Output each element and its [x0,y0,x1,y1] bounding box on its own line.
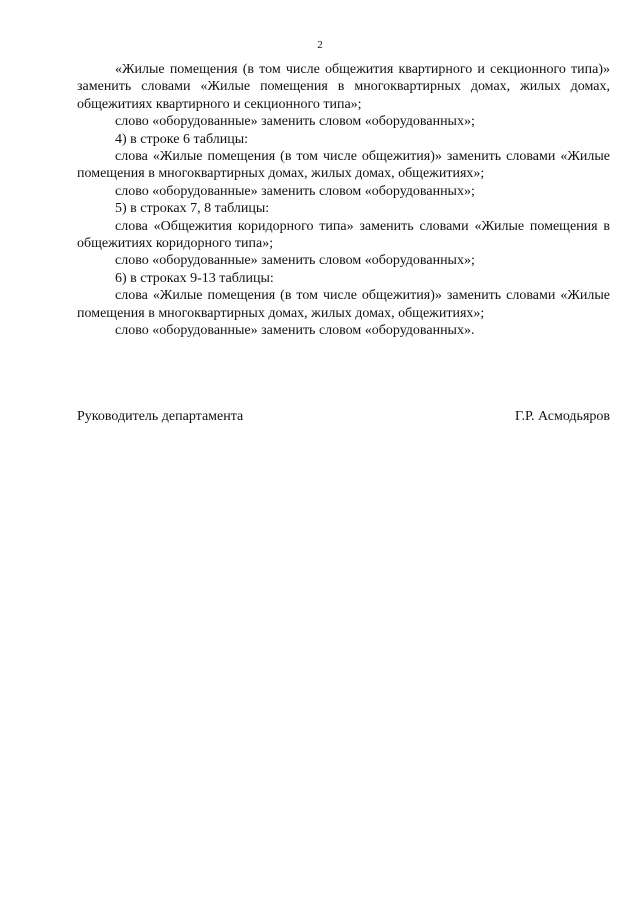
paragraph: слово «оборудованные» заменить словом «оборудованных»; [115,114,475,130]
signatory-position: Руководитель департамента [77,409,244,424]
paragraph: 5) в строках 7, 8 таблицы: [115,201,270,217]
paragraph: слово «оборудованные» заменить словом «оборудованных»; [115,183,475,199]
document-body [77,61,610,340]
paragraph: «Жилые помещения (в том числе общежития квартирного и секционного типа)» заменить словами «Жилые помещения в многоквартирных домах, жилых домах, общежитиях квартирного и секционного типа»; [77,62,610,112]
signature-block [77,408,610,425]
paragraph: слова «Общежития коридорного типа» заменить словами «Жилые помещения в общежитиях коридорного типа»; [77,218,610,252]
signatory-name: Г.Р. Асмодьяров [514,409,610,424]
paragraph: слово «оборудованные» заменить словом «оборудованных»; [115,253,475,269]
paragraph: слова «Жилые помещения (в том числе общежития)» заменить словами «Жилые помещения в многоквартирных домах, жилых домах, общежитиях»; [77,149,610,182]
page-number: 2 [317,39,323,51]
paragraph: слова «Жилые помещения (в том числе общежития)» заменить словами «Жилые помещения в многоквартирных домах, жилых домах, общежитиях»; [77,288,610,321]
paragraph: 4) в строке 6 таблицы: [115,131,248,147]
paragraph: слово «оборудованные» заменить словом «оборудованных». [115,323,475,339]
paragraph: 6) в строках 9-13 таблицы: [115,270,274,286]
